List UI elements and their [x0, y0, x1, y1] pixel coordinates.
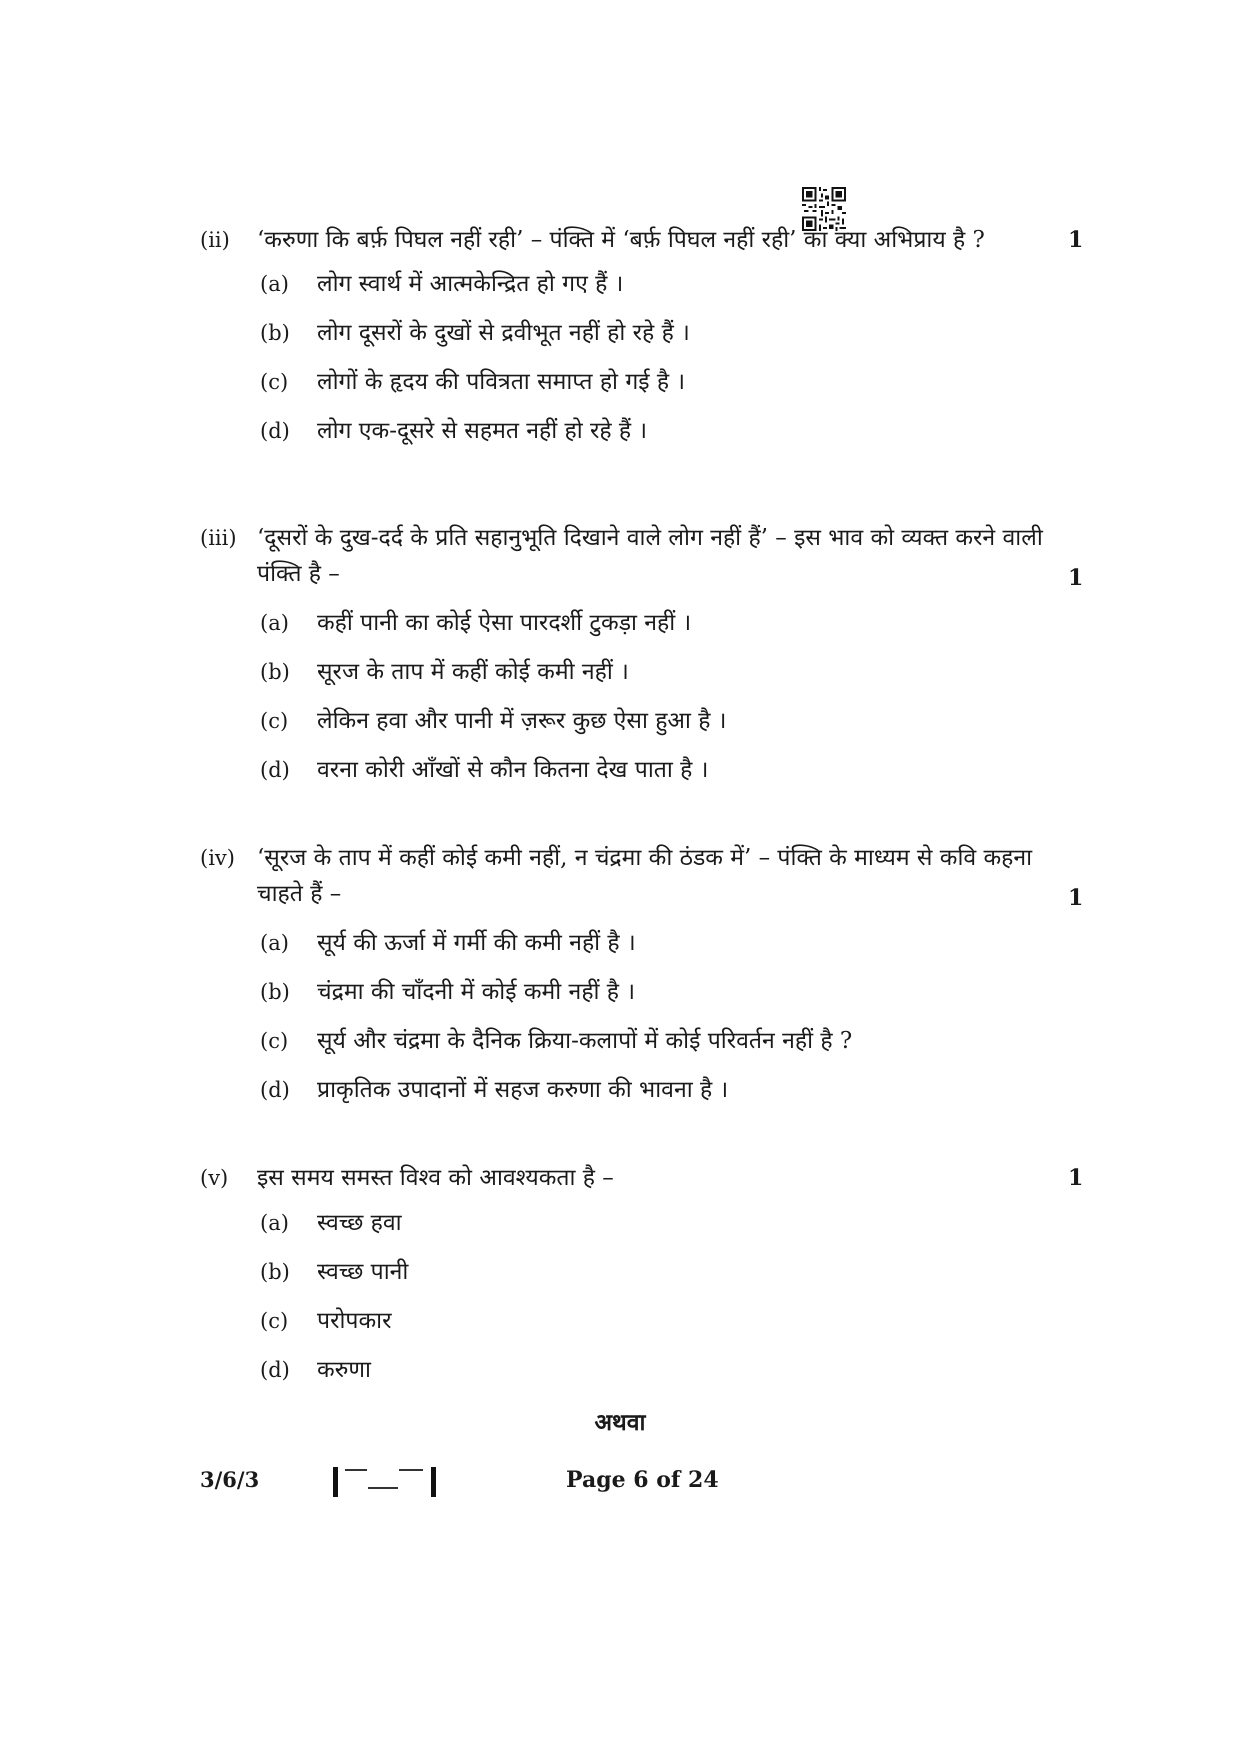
option-text: करुणा [317, 1357, 372, 1383]
option-text: वरना कोरी आँखों से कौन कितना देख पाता है । [317, 757, 709, 783]
option-text: लोग दूसरों के दुखों से द्रवीभूत नहीं हो रहे हैं । [317, 320, 690, 346]
option-text: चंद्रमा की चाँदनी में कोई कमी नहीं है । [317, 979, 636, 1005]
option-letter: (d) [260, 758, 290, 782]
question-v [200, 1160, 1100, 1390]
option-text: स्वच्छ पानी [317, 1259, 409, 1285]
question-text: ‘करुणा कि बर्फ़ पिघल नहीं रही’ – पंक्ति में ‘बर्फ़ पिघल नहीं रही’ का क्या अभिप्राय है ? [257, 227, 985, 253]
option-letter: (a) [260, 272, 289, 296]
option-letter: (a) [260, 611, 289, 635]
option-text: परोपकार [317, 1308, 392, 1334]
option-text: सूर्य की ऊर्जा में गर्मी की कमी नहीं है । [317, 930, 636, 956]
question-marks: 1 [1068, 885, 1084, 911]
option-b [260, 654, 1020, 690]
question-ii [200, 222, 1100, 442]
option-b [260, 974, 1020, 1010]
option-letter: (c) [260, 370, 289, 394]
option-letter: (c) [260, 709, 289, 733]
option-b [260, 315, 1020, 351]
option-b [260, 1254, 1020, 1290]
question-text: ‘दूसरों के दुख-दर्द के प्रति सहानुभूति दिखाने वाले लोग नहीं हैं’ – इस भाव को व्यक्त करने वाली पंक्ति है – [257, 525, 1043, 587]
question-marks: 1 [1068, 1165, 1084, 1191]
option-text: लेकिन हवा और पानी में ज़रूर कुछ ऐसा हुआ है । [317, 708, 727, 734]
option-letter: (a) [260, 931, 289, 955]
option-d [260, 752, 1020, 788]
option-c [260, 1303, 1020, 1339]
option-a [260, 266, 1020, 302]
option-letter: (d) [260, 1078, 290, 1102]
option-letter: (d) [260, 1358, 290, 1382]
option-text: स्वच्छ हवा [317, 1210, 402, 1236]
option-text: लोग स्वार्थ में आत्मकेन्द्रित हो गए हैं । [317, 271, 624, 297]
option-d [260, 413, 1020, 449]
option-letter: (c) [260, 1029, 289, 1053]
option-letter: (b) [260, 980, 290, 1004]
option-letter: (b) [260, 1260, 290, 1284]
option-c [260, 1023, 1020, 1059]
option-a [260, 605, 1020, 641]
option-text: लोग एक-दूसरे से सहमत नहीं हो रहे हैं । [317, 418, 648, 444]
option-letter: (d) [260, 419, 290, 443]
question-iii [200, 520, 1100, 790]
option-letter: (b) [260, 660, 290, 684]
option-d [260, 1352, 1020, 1388]
option-a [260, 1205, 1020, 1241]
question-marks: 1 [1068, 227, 1084, 253]
paper-code: 3/6/3 [200, 1467, 260, 1492]
option-text: कहीं पानी का कोई ऐसा पारदर्शी टुकड़ा नहीं । [317, 610, 692, 636]
question-number: (iii) [200, 526, 237, 550]
question-text: ‘सूरज के ताप में कहीं कोई कमी नहीं, न चंद्रमा की ठंडक में’ – पंक्ति के माध्यम से कवि कहना चाहते हैं – [257, 845, 1033, 907]
option-letter: (a) [260, 1211, 289, 1235]
option-text: लोगों के हृदय की पवित्रता समाप्त हो गई है । [317, 369, 686, 395]
option-a [260, 925, 1020, 961]
page-number: Page 6 of 24 [566, 1467, 719, 1493]
option-text: सूर्य और चंद्रमा के दैनिक क्रिया-कलापों में कोई परिवर्तन नहीं है ? [317, 1028, 853, 1054]
option-c [260, 703, 1020, 739]
question-iv [200, 840, 1100, 1110]
question-text: इस समय समस्त विश्व को आवश्यकता है – [257, 1165, 614, 1191]
option-d [260, 1072, 1020, 1108]
option-c [260, 364, 1020, 400]
option-text: प्राकृतिक उपादानों में सहज करुणा की भावना है । [317, 1077, 729, 1103]
option-letter: (c) [260, 1309, 289, 1333]
question-number: (iv) [200, 846, 235, 870]
option-text: सूरज के ताप में कहीं कोई कमी नहीं । [317, 659, 629, 685]
question-number: (v) [200, 1166, 229, 1190]
barcode-icon [333, 1467, 438, 1497]
option-letter: (b) [260, 321, 290, 345]
question-number: (ii) [200, 228, 230, 252]
or-separator: अथवा [594, 1409, 646, 1436]
question-marks: 1 [1068, 565, 1084, 591]
